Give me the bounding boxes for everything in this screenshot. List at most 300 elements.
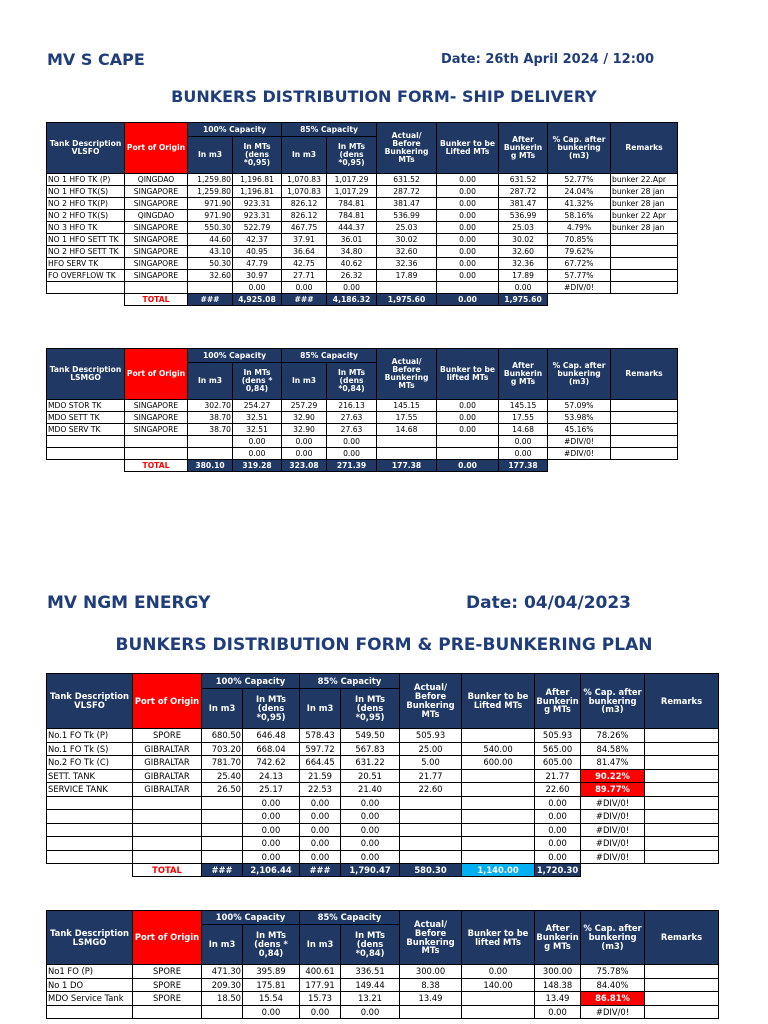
capacity-85-mts-cell: 26.32 bbox=[327, 270, 377, 282]
total-cell: 323.08 bbox=[282, 460, 327, 472]
actual-before-mts-cell bbox=[377, 436, 437, 448]
bunker-to-lift-mts-cell: 0.00 bbox=[437, 270, 499, 282]
capacity-85-m3-cell: 32.90 bbox=[282, 412, 327, 424]
capacity-100-mts-cell: 25.17 bbox=[243, 783, 300, 797]
total-cell: 271.39 bbox=[327, 460, 377, 472]
table-row bbox=[47, 400, 678, 412]
capacity-85-mts-cell: 0.00 bbox=[341, 810, 400, 824]
remarks-cell bbox=[611, 424, 678, 436]
remarks-cell: bunker 28 jan bbox=[611, 222, 678, 234]
bunker-to-lift-mts-cell bbox=[462, 810, 535, 824]
capacity-100-mts-cell: 0.00 bbox=[243, 810, 300, 824]
capacity-100-mts-cell: 646.48 bbox=[243, 729, 300, 743]
capacity-100-m3-cell bbox=[202, 837, 243, 851]
after-bunkering-mts-cell: 0.00 bbox=[535, 1005, 581, 1019]
pct-capacity-cell: #DIV/0! bbox=[581, 1005, 645, 1019]
ship-name: MV S CAPE bbox=[47, 50, 145, 69]
capacity-100-mts-cell: 668.04 bbox=[243, 742, 300, 756]
table-row bbox=[47, 850, 719, 864]
header-port-of-origin: Port of Origin bbox=[133, 674, 202, 729]
table-row bbox=[47, 729, 719, 743]
pct-capacity-cell: #DIV/0! bbox=[548, 448, 611, 460]
port-of-origin-cell: SINGAPORE bbox=[125, 246, 188, 258]
port-of-origin-cell: SINGAPORE bbox=[125, 198, 188, 210]
tank-name-cell: SETT. TANK bbox=[47, 769, 133, 783]
total-row bbox=[47, 460, 678, 472]
capacity-85-m3-cell: 0.00 bbox=[300, 850, 341, 864]
pct-capacity-cell: 58.16% bbox=[548, 210, 611, 222]
header-port-of-origin: Port of Origin bbox=[125, 123, 188, 174]
port-of-origin-cell bbox=[133, 810, 202, 824]
pct-capacity-cell: 90.22% bbox=[581, 769, 645, 783]
actual-before-mts-cell: 32.60 bbox=[377, 246, 437, 258]
capacity-100-m3-cell: 550.30 bbox=[188, 222, 233, 234]
port-of-origin-cell: QINGDAO bbox=[125, 174, 188, 186]
form-title: BUNKERS DISTRIBUTION FORM & PRE-BUNKERING PLAN bbox=[115, 635, 653, 655]
capacity-85-mts-cell: 784.81 bbox=[327, 198, 377, 210]
table-row bbox=[47, 992, 719, 1006]
header-tank-description: Tank Description LSMGO bbox=[47, 349, 125, 400]
remarks-cell bbox=[645, 823, 719, 837]
actual-before-mts-cell bbox=[400, 810, 462, 824]
pct-capacity-cell: 78.26% bbox=[581, 729, 645, 743]
remarks-cell bbox=[611, 400, 678, 412]
table-row bbox=[47, 424, 678, 436]
lsmgo-distribution-table bbox=[46, 348, 678, 472]
table-row bbox=[47, 448, 678, 460]
tank-name-cell bbox=[47, 796, 133, 810]
capacity-85-m3-cell: 177.91 bbox=[300, 978, 341, 992]
pct-capacity-cell: 4.79% bbox=[548, 222, 611, 234]
capacity-85-mts-cell: 20.51 bbox=[341, 769, 400, 783]
port-of-origin-cell bbox=[133, 850, 202, 864]
after-bunkering-mts-cell: 381.47 bbox=[499, 198, 548, 210]
actual-before-mts-cell bbox=[377, 282, 437, 294]
pct-capacity-cell: 52.77% bbox=[548, 174, 611, 186]
header-bunker-to-be-lifted: Bunker to be lifted MTs bbox=[437, 349, 499, 400]
port-of-origin-cell: GIBRALTAR bbox=[133, 769, 202, 783]
remarks-cell bbox=[645, 742, 719, 756]
after-bunkering-mts-cell: 30.02 bbox=[499, 234, 548, 246]
pct-capacity-cell: 84.58% bbox=[581, 742, 645, 756]
total-cell: ### bbox=[202, 864, 243, 877]
after-bunkering-mts-cell: 0.00 bbox=[535, 796, 581, 810]
pct-capacity-cell: 57.09% bbox=[548, 400, 611, 412]
capacity-85-m3-cell: 826.12 bbox=[282, 198, 327, 210]
capacity-100-m3-cell: 209.30 bbox=[202, 978, 243, 992]
bunker-to-lift-mts-cell: 0.00 bbox=[437, 400, 499, 412]
header-remarks: Remarks bbox=[645, 674, 719, 729]
bunker-to-lift-mts-cell bbox=[462, 837, 535, 851]
capacity-85-mts-cell: 567.83 bbox=[341, 742, 400, 756]
capacity-85-m3-cell: 0.00 bbox=[300, 837, 341, 851]
header-85-capacity: 85% Capacity bbox=[300, 911, 400, 925]
tank-name-cell bbox=[47, 282, 125, 294]
port-of-origin-cell: GIBRALTAR bbox=[133, 783, 202, 797]
remarks-cell bbox=[645, 850, 719, 864]
bunker-to-lift-mts-cell bbox=[462, 992, 535, 1006]
remarks-cell bbox=[611, 282, 678, 294]
pct-capacity-cell: 57.77% bbox=[548, 270, 611, 282]
port-of-origin-cell bbox=[133, 796, 202, 810]
after-bunkering-mts-cell: 0.00 bbox=[499, 448, 548, 460]
header-after-bunkering: After Bunkerin g MTs bbox=[499, 349, 548, 400]
header-in-mts: In MTs (dens *0,95) bbox=[233, 137, 282, 174]
pct-capacity-cell: #DIV/0! bbox=[548, 282, 611, 294]
ship-name: MV NGM ENERGY bbox=[47, 593, 211, 613]
port-of-origin-cell bbox=[125, 448, 188, 460]
after-bunkering-mts-cell: 0.00 bbox=[535, 850, 581, 864]
after-bunkering-mts-cell: 25.03 bbox=[499, 222, 548, 234]
bunker-to-lift-mts-cell: 0.00 bbox=[437, 258, 499, 270]
tank-name-cell bbox=[47, 436, 125, 448]
actual-before-mts-cell bbox=[377, 448, 437, 460]
table-row bbox=[47, 174, 678, 186]
header-in-m3: In m3 bbox=[188, 363, 233, 400]
pct-capacity-cell: 24.04% bbox=[548, 186, 611, 198]
table-row bbox=[47, 210, 678, 222]
capacity-100-mts-cell: 254.27 bbox=[233, 400, 282, 412]
port-of-origin-cell: GIBRALTAR bbox=[133, 742, 202, 756]
remarks-cell: bunker 28 jan bbox=[611, 186, 678, 198]
header-100-capacity: 100% Capacity bbox=[188, 349, 282, 363]
capacity-100-m3-cell: 26.50 bbox=[202, 783, 243, 797]
actual-before-mts-cell: 381.47 bbox=[377, 198, 437, 210]
capacity-100-m3-cell: 471.30 bbox=[202, 965, 243, 979]
port-of-origin-cell: QINGDAO bbox=[125, 210, 188, 222]
capacity-100-mts-cell: 32.51 bbox=[233, 412, 282, 424]
port-of-origin-cell: SINGAPORE bbox=[125, 222, 188, 234]
table-row bbox=[47, 823, 719, 837]
header-in-mts: In MTs (dens *0,84) bbox=[327, 363, 377, 400]
total-cell: 0.00 bbox=[437, 294, 499, 306]
capacity-100-m3-cell bbox=[188, 282, 233, 294]
header-in-mts: In MTs (dens * 0,84) bbox=[243, 925, 300, 965]
port-of-origin-cell: SINGAPORE bbox=[125, 234, 188, 246]
bunker-to-lift-mts-cell: 0.00 bbox=[437, 412, 499, 424]
form-title: BUNKERS DISTRIBUTION FORM- SHIP DELIVERY bbox=[171, 87, 597, 106]
capacity-85-m3-cell: 27.71 bbox=[282, 270, 327, 282]
pct-capacity-cell: #DIV/0! bbox=[581, 850, 645, 864]
capacity-100-mts-cell: 175.81 bbox=[243, 978, 300, 992]
table-row bbox=[47, 837, 719, 851]
capacity-100-m3-cell: 302.70 bbox=[188, 400, 233, 412]
bunker-to-lift-mts-cell: 140.00 bbox=[462, 978, 535, 992]
bunker-to-lift-mts-cell bbox=[462, 783, 535, 797]
after-bunkering-mts-cell: 22.60 bbox=[535, 783, 581, 797]
header-in-m3: In m3 bbox=[188, 137, 233, 174]
capacity-85-m3-cell: 664.45 bbox=[300, 756, 341, 770]
actual-before-mts-cell: 145.15 bbox=[377, 400, 437, 412]
capacity-85-m3-cell: 257.29 bbox=[282, 400, 327, 412]
capacity-100-mts-cell: 47.79 bbox=[233, 258, 282, 270]
capacity-85-m3-cell: 467.75 bbox=[282, 222, 327, 234]
capacity-100-m3-cell bbox=[202, 796, 243, 810]
capacity-85-mts-cell: 27.63 bbox=[327, 424, 377, 436]
total-row bbox=[47, 294, 678, 306]
total-cell: 177.38 bbox=[499, 460, 548, 472]
capacity-85-mts-cell: 549.50 bbox=[341, 729, 400, 743]
actual-before-mts-cell: 25.03 bbox=[377, 222, 437, 234]
header-remarks: Remarks bbox=[611, 349, 678, 400]
total-label: TOTAL bbox=[133, 864, 202, 877]
capacity-85-m3-cell: 400.61 bbox=[300, 965, 341, 979]
total-cell: 0.00 bbox=[437, 460, 499, 472]
tank-name-cell: No1 FO (P) bbox=[47, 965, 133, 979]
capacity-100-m3-cell: 43.10 bbox=[188, 246, 233, 258]
tank-name-cell: NO 2 HFO TK(S) bbox=[47, 210, 125, 222]
port-of-origin-cell: SINGAPORE bbox=[125, 186, 188, 198]
port-of-origin-cell bbox=[125, 282, 188, 294]
bunker-to-lift-mts-cell bbox=[462, 823, 535, 837]
capacity-85-mts-cell: 0.00 bbox=[327, 448, 377, 460]
tank-name-cell: SERVICE TANK bbox=[47, 783, 133, 797]
pct-capacity-cell: 79.62% bbox=[548, 246, 611, 258]
remarks-cell: bunker 22.Apr bbox=[611, 174, 678, 186]
table-row bbox=[47, 796, 719, 810]
actual-before-mts-cell: 17.55 bbox=[377, 412, 437, 424]
header-tank-description: Tank Description VLSFO bbox=[47, 674, 133, 729]
table-row bbox=[47, 769, 719, 783]
lsmgo-prebunkering-table bbox=[46, 910, 719, 1019]
capacity-85-mts-cell: 36.01 bbox=[327, 234, 377, 246]
port-of-origin-cell: SINGAPORE bbox=[125, 424, 188, 436]
capacity-85-mts-cell: 34.80 bbox=[327, 246, 377, 258]
actual-before-mts-cell: 287.72 bbox=[377, 186, 437, 198]
table-row bbox=[47, 742, 719, 756]
capacity-85-m3-cell: 826.12 bbox=[282, 210, 327, 222]
capacity-85-m3-cell: 15.73 bbox=[300, 992, 341, 1006]
pct-capacity-cell: #DIV/0! bbox=[581, 796, 645, 810]
total-cell: ### bbox=[188, 294, 233, 306]
actual-before-mts-cell: 13.49 bbox=[400, 992, 462, 1006]
actual-before-mts-cell: 536.99 bbox=[377, 210, 437, 222]
tank-name-cell: NO 2 HFO SETT TK bbox=[47, 246, 125, 258]
header-remarks: Remarks bbox=[611, 123, 678, 174]
bunker-to-lift-mts-cell: 600.00 bbox=[462, 756, 535, 770]
bunker-to-lift-mts-cell: 0.00 bbox=[437, 222, 499, 234]
remarks-cell bbox=[611, 412, 678, 424]
bunker-to-lift-mts-cell: 0.00 bbox=[437, 198, 499, 210]
table-row bbox=[47, 198, 678, 210]
capacity-85-m3-cell: 578.43 bbox=[300, 729, 341, 743]
table-row bbox=[47, 756, 719, 770]
capacity-100-mts-cell: 40.95 bbox=[233, 246, 282, 258]
capacity-85-mts-cell: 0.00 bbox=[341, 837, 400, 851]
header-bunker-to-be-lifted: Bunker to be lifted MTs bbox=[462, 911, 535, 965]
tank-name-cell: FO OVERFLOW TK bbox=[47, 270, 125, 282]
capacity-85-mts-cell: 13.21 bbox=[341, 992, 400, 1006]
header-actual-before: Actual/ Before Bunkering MTs bbox=[377, 123, 437, 174]
remarks-cell bbox=[645, 992, 719, 1006]
tank-name-cell bbox=[47, 810, 133, 824]
pct-capacity-cell: 89.77% bbox=[581, 783, 645, 797]
capacity-100-m3-cell: 38.70 bbox=[188, 424, 233, 436]
header-tank-description: Tank Description LSMGO bbox=[47, 911, 133, 965]
capacity-100-mts-cell: 1,196.81 bbox=[233, 186, 282, 198]
capacity-85-m3-cell: 597.72 bbox=[300, 742, 341, 756]
bunker-to-lift-mts-cell bbox=[462, 769, 535, 783]
port-of-origin-cell bbox=[133, 837, 202, 851]
remarks-cell bbox=[645, 769, 719, 783]
capacity-85-mts-cell: 21.40 bbox=[341, 783, 400, 797]
header-85-capacity: 85% Capacity bbox=[282, 123, 377, 137]
header-port-of-origin: Port of Origin bbox=[133, 911, 202, 965]
tank-name-cell: No.2 FO Tk (C) bbox=[47, 756, 133, 770]
capacity-85-mts-cell: 0.00 bbox=[341, 823, 400, 837]
capacity-85-mts-cell: 0.00 bbox=[341, 850, 400, 864]
form-date: Date: 26th April 2024 / 12:00 bbox=[441, 52, 654, 67]
capacity-100-m3-cell: 18.50 bbox=[202, 992, 243, 1006]
after-bunkering-mts-cell: 21.77 bbox=[535, 769, 581, 783]
tank-name-cell: NO 1 HFO TK (P) bbox=[47, 174, 125, 186]
total-cell: ### bbox=[282, 294, 327, 306]
capacity-85-m3-cell: 0.00 bbox=[282, 436, 327, 448]
capacity-85-m3-cell: 37.91 bbox=[282, 234, 327, 246]
capacity-100-m3-cell bbox=[202, 850, 243, 864]
pct-capacity-cell: 53.98% bbox=[548, 412, 611, 424]
capacity-85-m3-cell: 0.00 bbox=[300, 1005, 341, 1019]
header-bunker-to-be-lifted: Bunker to be Lifted MTs bbox=[437, 123, 499, 174]
port-of-origin-cell bbox=[133, 823, 202, 837]
tank-name-cell: MDO Service Tank bbox=[47, 992, 133, 1006]
pct-capacity-cell: #DIV/0! bbox=[581, 810, 645, 824]
remarks-cell bbox=[645, 837, 719, 851]
port-of-origin-cell: SINGAPORE bbox=[125, 400, 188, 412]
after-bunkering-mts-cell: 148.38 bbox=[535, 978, 581, 992]
port-of-origin-cell: SINGAPORE bbox=[125, 270, 188, 282]
capacity-100-m3-cell: 32.60 bbox=[188, 270, 233, 282]
tank-name-cell: No.1 FO Tk (S) bbox=[47, 742, 133, 756]
capacity-100-mts-cell: 32.51 bbox=[233, 424, 282, 436]
pct-capacity-cell: 45.16% bbox=[548, 424, 611, 436]
capacity-85-m3-cell: 42.75 bbox=[282, 258, 327, 270]
capacity-85-mts-cell: 0.00 bbox=[327, 282, 377, 294]
capacity-85-m3-cell: 0.00 bbox=[300, 823, 341, 837]
capacity-85-mts-cell: 0.00 bbox=[327, 436, 377, 448]
after-bunkering-mts-cell: 0.00 bbox=[535, 837, 581, 851]
capacity-100-m3-cell: 44.60 bbox=[188, 234, 233, 246]
header-in-m3: In m3 bbox=[282, 137, 327, 174]
total-label: TOTAL bbox=[125, 460, 188, 472]
port-of-origin-cell: SPORE bbox=[133, 965, 202, 979]
capacity-100-m3-cell bbox=[202, 1005, 243, 1019]
total-cell: 1,975.60 bbox=[377, 294, 437, 306]
after-bunkering-mts-cell: 0.00 bbox=[535, 810, 581, 824]
after-bunkering-mts-cell: 0.00 bbox=[499, 282, 548, 294]
remarks-cell bbox=[645, 796, 719, 810]
table-row bbox=[47, 282, 678, 294]
actual-before-mts-cell: 14.68 bbox=[377, 424, 437, 436]
remarks-cell bbox=[611, 258, 678, 270]
total-cell: ### bbox=[300, 864, 341, 877]
tank-name-cell bbox=[47, 448, 125, 460]
bunker-to-lift-mts-cell: 0.00 bbox=[462, 965, 535, 979]
capacity-85-mts-cell: 0.00 bbox=[341, 1005, 400, 1019]
capacity-85-mts-cell: 216.13 bbox=[327, 400, 377, 412]
header-in-mts: In MTs (dens *0,84) bbox=[341, 925, 400, 965]
capacity-85-m3-cell: 36.64 bbox=[282, 246, 327, 258]
bunker-to-lift-mts-cell bbox=[462, 729, 535, 743]
header-in-mts: In MTs (dens *0,95) bbox=[341, 689, 400, 729]
actual-before-mts-cell: 300.00 bbox=[400, 965, 462, 979]
port-of-origin-cell: SPORE bbox=[133, 729, 202, 743]
header-pct-capacity: % Cap. after bunkering (m3) bbox=[548, 123, 611, 174]
tank-name-cell: NO 2 HFO TK(P) bbox=[47, 198, 125, 210]
table-row bbox=[47, 270, 678, 282]
remarks-cell bbox=[611, 246, 678, 258]
total-cell: 4,186.32 bbox=[327, 294, 377, 306]
header-100-capacity: 100% Capacity bbox=[188, 123, 282, 137]
remarks-cell bbox=[645, 729, 719, 743]
remarks-cell bbox=[611, 234, 678, 246]
capacity-85-m3-cell: 1,070.83 bbox=[282, 174, 327, 186]
after-bunkering-mts-cell: 17.55 bbox=[499, 412, 548, 424]
capacity-85-m3-cell: 0.00 bbox=[282, 448, 327, 460]
total-cell: 1,720.30 bbox=[535, 864, 581, 877]
tank-name-cell bbox=[47, 837, 133, 851]
remarks-cell bbox=[611, 448, 678, 460]
capacity-85-m3-cell: 21.59 bbox=[300, 769, 341, 783]
capacity-85-m3-cell: 0.00 bbox=[300, 810, 341, 824]
capacity-100-mts-cell: 0.00 bbox=[233, 448, 282, 460]
tank-name-cell bbox=[47, 823, 133, 837]
after-bunkering-mts-cell: 536.99 bbox=[499, 210, 548, 222]
table-row bbox=[47, 965, 719, 979]
remarks-cell bbox=[645, 783, 719, 797]
port-of-origin-cell bbox=[125, 436, 188, 448]
table-row bbox=[47, 222, 678, 234]
capacity-85-mts-cell: 40.62 bbox=[327, 258, 377, 270]
vlsfo-distribution-table bbox=[46, 122, 678, 306]
tank-name-cell: No.1 FO Tk (P) bbox=[47, 729, 133, 743]
pct-capacity-cell: 81.47% bbox=[581, 756, 645, 770]
actual-before-mts-cell: 17.89 bbox=[377, 270, 437, 282]
actual-before-mts-cell bbox=[400, 837, 462, 851]
port-of-origin-cell: GIBRALTAR bbox=[133, 756, 202, 770]
bunker-to-lift-mts-cell: 0.00 bbox=[437, 174, 499, 186]
port-of-origin-cell: SPORE bbox=[133, 978, 202, 992]
tank-name-cell bbox=[47, 850, 133, 864]
header-100-capacity: 100% Capacity bbox=[202, 674, 300, 689]
table-row bbox=[47, 978, 719, 992]
capacity-100-mts-cell: 0.00 bbox=[233, 282, 282, 294]
capacity-100-mts-cell: 0.00 bbox=[243, 850, 300, 864]
port-of-origin-cell: SPORE bbox=[133, 992, 202, 1006]
port-of-origin-cell bbox=[133, 1005, 202, 1019]
remarks-cell bbox=[645, 978, 719, 992]
capacity-100-mts-cell: 395.89 bbox=[243, 965, 300, 979]
actual-before-mts-cell: 8.38 bbox=[400, 978, 462, 992]
header-in-m3: In m3 bbox=[300, 925, 341, 965]
capacity-85-m3-cell: 22.53 bbox=[300, 783, 341, 797]
capacity-100-mts-cell: 923.31 bbox=[233, 210, 282, 222]
after-bunkering-mts-cell: 505.93 bbox=[535, 729, 581, 743]
capacity-100-mts-cell: 522.79 bbox=[233, 222, 282, 234]
bunker-to-lift-mts-cell bbox=[437, 436, 499, 448]
bunker-to-lift-mts-cell bbox=[437, 448, 499, 460]
bunker-to-lift-mts-cell: 0.00 bbox=[437, 186, 499, 198]
total-cell: 1,975.60 bbox=[499, 294, 548, 306]
table-row bbox=[47, 1005, 719, 1019]
actual-before-mts-cell: 505.93 bbox=[400, 729, 462, 743]
pct-capacity-cell: 86.81% bbox=[581, 992, 645, 1006]
actual-before-mts-cell: 25.00 bbox=[400, 742, 462, 756]
pct-capacity-cell: #DIV/0! bbox=[581, 837, 645, 851]
bunker-to-lift-mts-cell bbox=[462, 850, 535, 864]
capacity-100-m3-cell bbox=[188, 448, 233, 460]
header-remarks: Remarks bbox=[645, 911, 719, 965]
